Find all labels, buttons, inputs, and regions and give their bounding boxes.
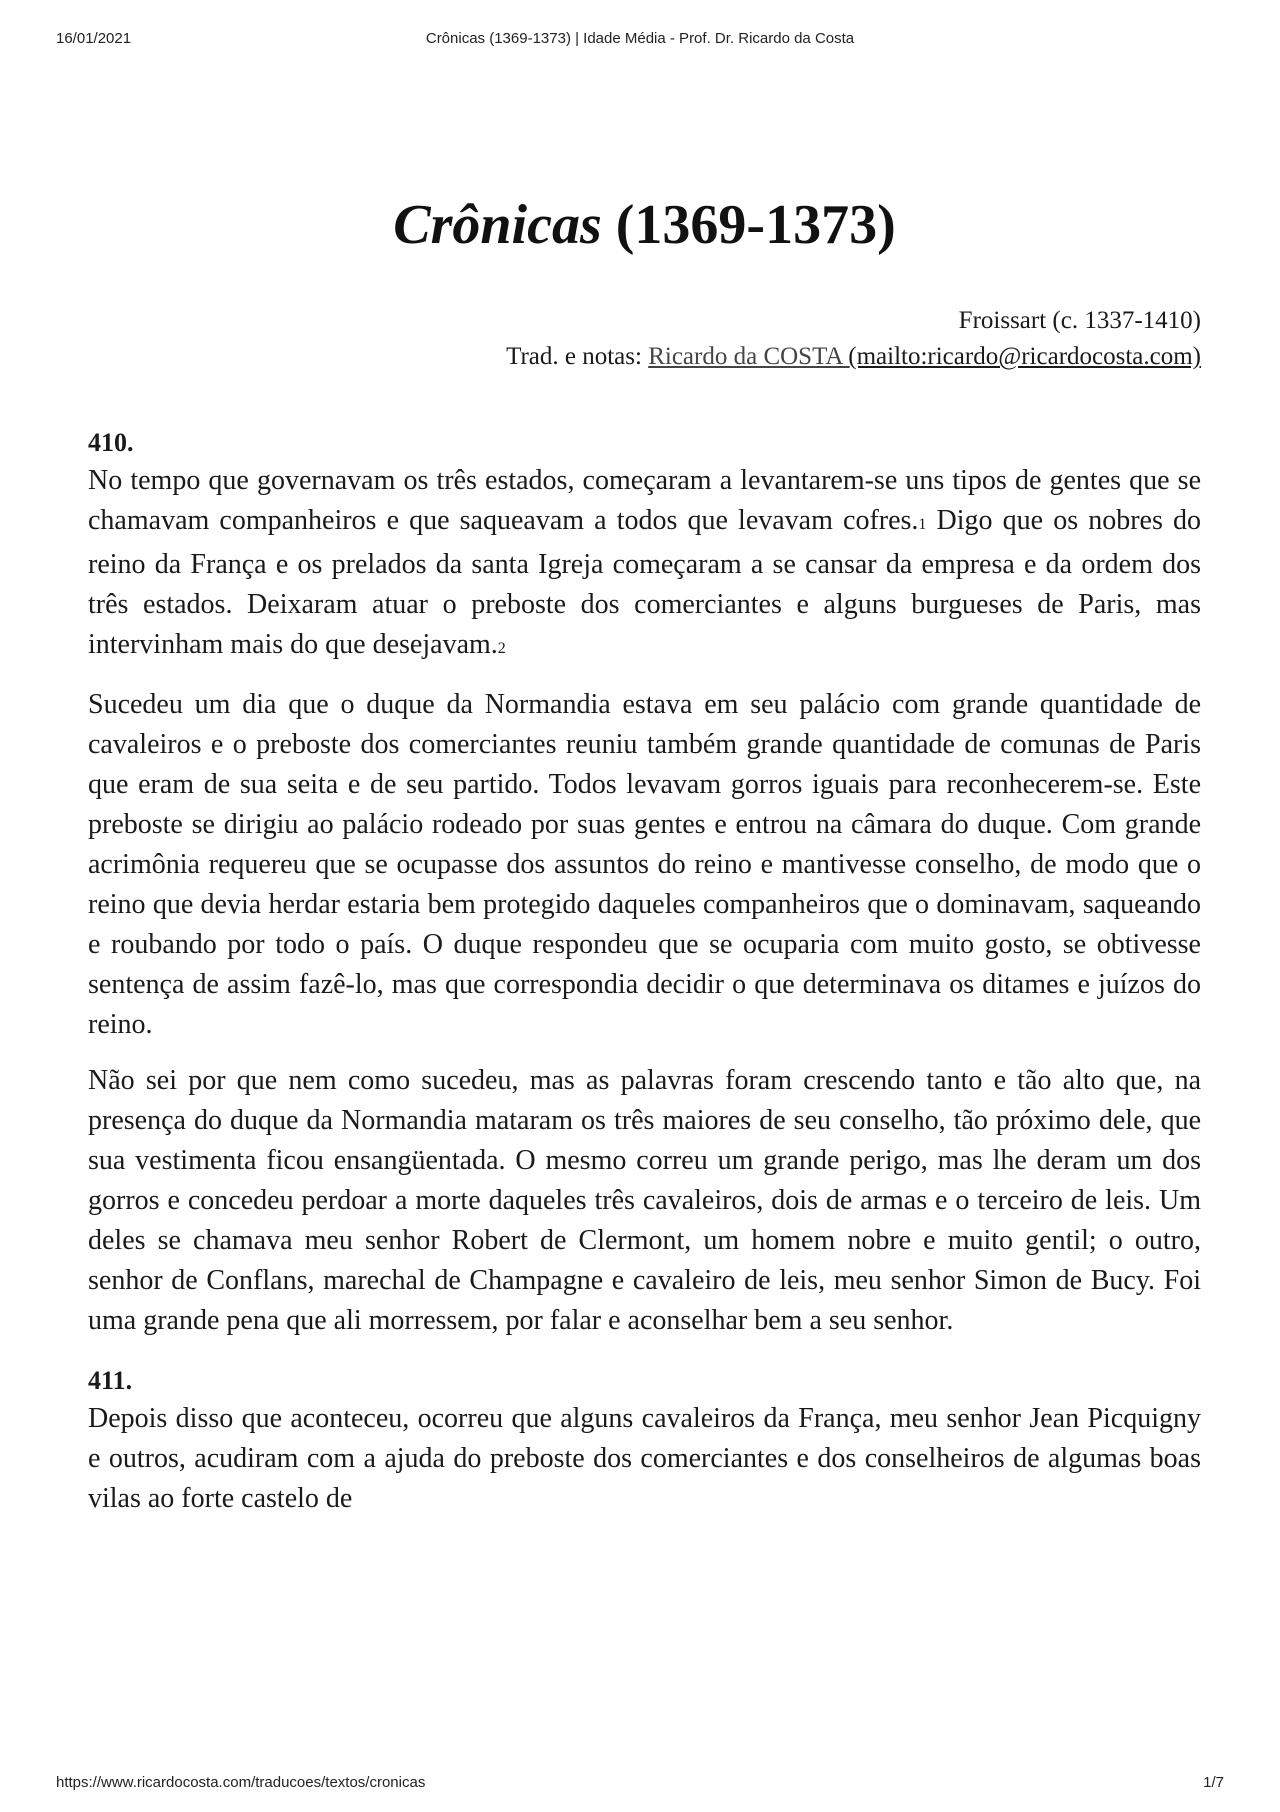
- translator-email-link[interactable]: (mailto:ricardo@ricardocosta.com): [848, 343, 1201, 371]
- translator-line: [88, 339, 1201, 375]
- paragraph: Sucedeu um dia que o duque da Normandia estava em seu palácio com grande quantidade de cavaleiros e o preboste dos comerciantes reuniu também grande quantidade de comunas de Paris que eram de sua seita e de seu partido. Todos levavam gorros iguais para reconhecerem-se. Este preboste se dirigiu ao palácio rodeado por suas gentes e entrou na câmara do duque. Com grande acrimônia requereu que se ocupasse dos assuntos do reino e mantivesse conselho, de modo que o reino que devia herdar estaria bem protegido daqueles companheiros que o dominavam, saqueando e roubando por todo o país. O duque respondeu que se ocuparia com muito gosto, se obtivesse sentença de assim fazê-lo, mas que correspondia decidir o que determinava os ditames e juízos do reino.: [88, 689, 1201, 1041]
- page-number: 1/7: [1203, 1774, 1224, 1791]
- footnote-ref[interactable]: 2: [497, 640, 506, 658]
- article-body: [88, 425, 1201, 1519]
- footnote-ref[interactable]: 1: [918, 516, 927, 534]
- translator-link[interactable]: Ricardo da COSTA: [648, 343, 849, 371]
- author-line: Froissart (c. 1337-1410): [958, 307, 1201, 335]
- paragraph: Depois disso que aconteceu, ocorreu que alguns cavaleiros da França, meu senhor Jean Picquigny e outros, acudiram com a ajuda do preboste dos comerciantes e dos conselheiros de algumas boas vilas ao forte castelo de: [88, 1403, 1201, 1515]
- print-footer: [56, 1774, 1224, 1794]
- article: [88, 192, 1201, 1535]
- print-url: https://www.ricardocosta.com/traducoes/textos/cronicas: [56, 1774, 426, 1791]
- print-date: 16/01/2021: [56, 30, 132, 47]
- print-page-title: Crônicas (1369-1373) | Idade Média - Prof. Dr. Ricardo da Costa: [425, 30, 855, 47]
- page-title: [88, 192, 1201, 259]
- title-years: (1369-1373): [601, 194, 896, 256]
- paragraph-text: Digo que os nobres do reino da França e os prelados da santa Igreja começaram a se cansar da empresa e da ordem dos três estados. Deixaram atuar o preboste dos comerciantes e alguns burgueses de Paris, mas intervinham mais do que desejavam.: [88, 505, 1201, 661]
- paragraph: Não sei por que nem como sucedeu, mas as palavras foram crescendo tanto e tão alto que, na presença do duque da Normandia mataram os três maiores de seu conselho, tão próximo dele, que sua vestimenta ficou ensangüentada. O mesmo correu um grande perigo, mas lhe deram um dos gorros e concedeu perdoar a morte daqueles três cavaleiros, dois de armas e o terceiro de leis. Um deles se chamava meu senhor Robert de Clermont, um homem nobre e muito gentil; o outro, senhor de Conflans, marechal de Champagne e cavaleiro de leis, meu senhor Simon de Bucy. Foi uma grande pena que ali morressem, por falar e aconselhar bem a seu senhor.: [88, 1065, 1201, 1337]
- paragraph-text: No tempo que governavam os três estados, começaram a levantarem-se uns tipos de gentes que se chamavam companheiros e que saqueavam a todos que levavam cofres.: [88, 465, 1201, 537]
- section-number: 411.: [88, 1366, 133, 1396]
- translator-prefix: Trad. e notas:: [506, 343, 649, 371]
- title-italic: Crônicas: [393, 194, 602, 256]
- byline: [88, 303, 1201, 375]
- section-number: 410.: [88, 428, 134, 458]
- print-header: [56, 30, 1224, 50]
- paragraph: [88, 461, 1201, 669]
